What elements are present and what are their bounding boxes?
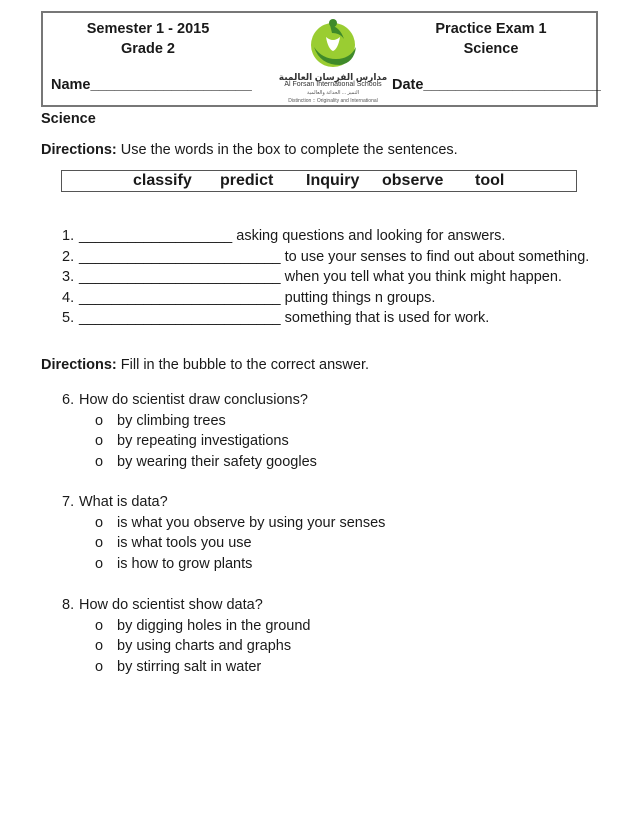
logo-arabic: مدارس الفرسان العالمية bbox=[278, 72, 388, 82]
item-text: _________________________ when you tell what you think might happen. bbox=[79, 269, 562, 285]
word-box bbox=[61, 170, 577, 192]
item-text: _________________________ something that is used for work. bbox=[79, 310, 490, 326]
question-number: 7. bbox=[62, 494, 75, 510]
header-left bbox=[43, 19, 253, 59]
word-box-word: observe bbox=[382, 172, 444, 189]
item-text: _________________________ putting things n groups. bbox=[79, 289, 436, 306]
option-text: by wearing their safety googles bbox=[117, 453, 317, 470]
option-text: is what you observe by using your senses bbox=[117, 514, 386, 531]
logo-text bbox=[268, 73, 398, 105]
option-text: is what tools you use bbox=[117, 535, 252, 551]
logo-mark-icon bbox=[300, 17, 366, 71]
fill-in-list bbox=[62, 226, 592, 329]
directions-2-label: Directions: bbox=[41, 357, 117, 373]
fill-in-item[interactable] bbox=[62, 267, 592, 288]
bubble-icon[interactable]: o bbox=[95, 514, 104, 531]
fill-in-item[interactable] bbox=[62, 308, 592, 329]
fill-in-item[interactable] bbox=[62, 247, 592, 268]
bubble-icon[interactable]: o bbox=[95, 555, 104, 572]
bubble-icon[interactable]: o bbox=[95, 535, 104, 551]
answer-option[interactable] bbox=[62, 657, 310, 678]
answer-option[interactable] bbox=[62, 452, 317, 473]
option-text: by stirring salt in water bbox=[117, 658, 262, 675]
answer-option[interactable] bbox=[62, 513, 385, 534]
question-6 bbox=[62, 390, 317, 472]
option-text: by using charts and graphs bbox=[117, 638, 292, 654]
answer-option[interactable] bbox=[62, 554, 385, 575]
item-number: 2. bbox=[62, 248, 75, 265]
option-text: by climbing trees bbox=[117, 412, 226, 429]
question-number: 8. bbox=[62, 597, 75, 613]
subject-label: Science bbox=[463, 41, 519, 57]
word-box-word: classify bbox=[133, 172, 192, 189]
fill-in-item[interactable] bbox=[62, 226, 592, 247]
logo-english: Al Forsan International Schools bbox=[284, 81, 382, 88]
word-box-word: predict bbox=[220, 172, 274, 189]
directions-2-text: Fill in the bubble to the correct answer. bbox=[116, 357, 370, 373]
answer-option[interactable] bbox=[62, 533, 385, 554]
directions-2 bbox=[41, 357, 369, 373]
item-number: 3. bbox=[62, 269, 75, 285]
bubble-icon[interactable]: o bbox=[95, 658, 104, 675]
item-text: _________________________ to use your senses to find out about something. bbox=[79, 248, 590, 265]
answer-option[interactable] bbox=[62, 431, 317, 452]
question-text: What is data? bbox=[79, 494, 168, 510]
logo-tagline-ar: التميز ... الحداثة والعالمية bbox=[306, 90, 359, 96]
date-field[interactable]: Date______________________ bbox=[392, 77, 601, 93]
directions-1 bbox=[41, 142, 458, 158]
fill-in-item[interactable] bbox=[62, 288, 592, 309]
exam-label: Practice Exam 1 bbox=[435, 21, 547, 37]
school-logo bbox=[268, 17, 398, 103]
exam-header bbox=[41, 11, 601, 107]
bubble-icon[interactable]: o bbox=[95, 638, 104, 654]
item-number: 5. bbox=[62, 310, 75, 326]
name-field[interactable]: Name____________________ bbox=[51, 77, 252, 93]
section-title: Science bbox=[41, 111, 96, 127]
word-box-word: tool bbox=[475, 172, 505, 189]
directions-1-text: Use the words in the box to complete the sentences. bbox=[116, 142, 458, 158]
bubble-icon[interactable]: o bbox=[95, 617, 104, 634]
item-number: 4. bbox=[62, 289, 75, 306]
question-text: How do scientist show data? bbox=[79, 597, 263, 613]
bubble-icon[interactable]: o bbox=[95, 433, 104, 449]
question-8 bbox=[62, 595, 310, 677]
option-text: by digging holes in the ground bbox=[117, 617, 311, 634]
bubble-icon[interactable]: o bbox=[95, 453, 104, 470]
answer-option[interactable] bbox=[62, 636, 310, 657]
question-number: 6. bbox=[62, 392, 75, 408]
option-text: is how to grow plants bbox=[117, 555, 253, 572]
logo-tagline-en: Distinction :: Originality and International bbox=[288, 98, 378, 104]
answer-option[interactable] bbox=[62, 411, 317, 432]
directions-1-label: Directions: bbox=[41, 142, 117, 158]
option-text: by repeating investigations bbox=[117, 433, 289, 449]
grade-label: Grade 2 bbox=[121, 41, 175, 57]
header-right bbox=[386, 19, 596, 59]
bubble-icon[interactable]: o bbox=[95, 412, 104, 429]
answer-option[interactable] bbox=[62, 616, 310, 637]
word-box-word: Inquiry bbox=[306, 172, 360, 189]
question-text: How do scientist draw conclusions? bbox=[79, 392, 308, 408]
item-text: ___________________ asking questions and looking for answers. bbox=[79, 228, 506, 244]
item-number: 1. bbox=[62, 228, 75, 244]
question-7 bbox=[62, 492, 385, 574]
semester-label: Semester 1 - 2015 bbox=[86, 21, 210, 37]
